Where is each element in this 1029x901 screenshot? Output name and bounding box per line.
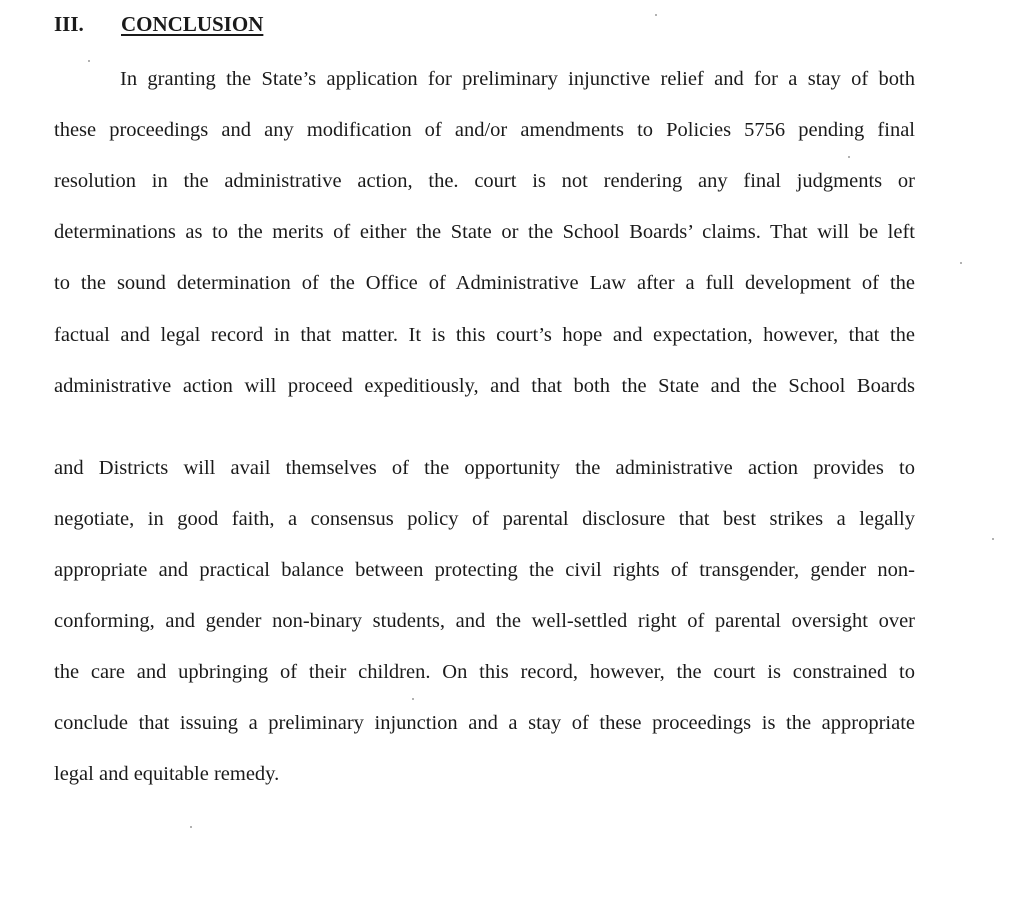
paragraph-line: and Districts will avail themselves of the opportunity the administrative action provides to (54, 457, 915, 479)
paragraph-line: conclude that issuing a preliminary injunction and a stay of these proceedings is the appropriate (54, 712, 915, 734)
paragraph-line: appropriate and practical balance between protecting the civil rights of transgender, gender non- (54, 559, 915, 581)
scan-speck (848, 156, 850, 158)
paragraph-line: these proceedings and any modification of and/or amendments to Policies 5756 pending final (54, 119, 915, 141)
paragraph-line: administrative action will proceed expeditiously, and that both the State and the School Boards (54, 375, 915, 397)
scan-speck (960, 262, 962, 264)
paragraph-line: the care and upbringing of their children. On this record, however, the court is constrained to (54, 661, 915, 683)
paragraph-line: to the sound determination of the Office of Administrative Law after a full development of the (54, 272, 915, 294)
scan-speck (88, 60, 90, 62)
paragraph-line: In granting the State’s application for preliminary injunctive relief and for a stay of both (120, 68, 915, 90)
section-title: CONCLUSION (121, 12, 264, 36)
scan-speck (190, 826, 192, 828)
paragraph-line: resolution in the administrative action, the. court is not rendering any final judgments or (54, 170, 915, 192)
paragraph-line: legal and equitable remedy. (54, 763, 280, 785)
scan-speck (412, 698, 414, 700)
paragraph-line: determinations as to the merits of either the State or the School Boards’ claims. That will be left (54, 221, 915, 243)
section-heading (54, 12, 263, 37)
scan-speck (992, 538, 994, 540)
paragraph-line: negotiate, in good faith, a consensus policy of parental disclosure that best strikes a legally (54, 508, 915, 530)
scan-speck (655, 14, 657, 16)
paragraph-line: conforming, and gender non-binary students, and the well-settled right of parental oversight over (54, 610, 915, 632)
paragraph-line: factual and legal record in that matter. It is this court’s hope and expectation, however, that the (54, 324, 915, 346)
section-number: III. (54, 12, 84, 36)
